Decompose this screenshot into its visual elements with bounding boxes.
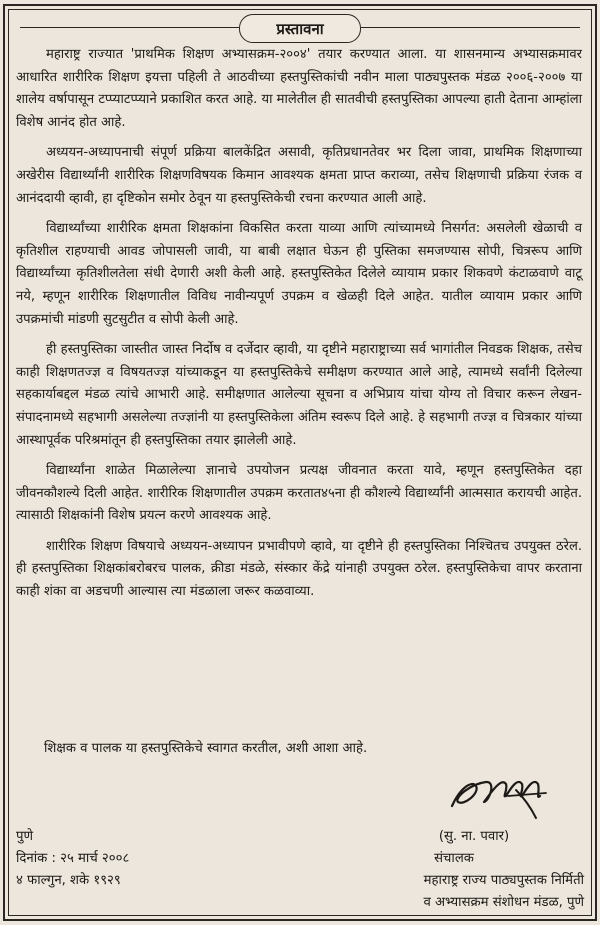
organization-line-2: व अभ्यासक्रम संशोधन मंडळ, पुणे	[423, 895, 584, 910]
handwritten-signature	[446, 766, 556, 820]
signatory-name: (सु. ना. पवार)	[438, 829, 510, 844]
organization-line-1: महाराष्ट्र राज्य पाठ्यपुस्तक निर्मिती	[423, 873, 584, 888]
place: पुणे	[16, 829, 34, 844]
paragraph-5: विद्यार्थ्यांना शाळेत मिळालेल्या ज्ञानाचे उपयोजन प्रत्यक्ष जीवनात करता यावे, म्हणून हस्तपुस्तिकेत दहा जीवनकौशल्ये दिली आहेत. शारीरिक शिक्षणातील उपक्रम करतात४५ना ही कौशल्ये विद्यार्थ्यांनी आत्मसात करायची आहेत. त्यासाठी शिक्षकांनी विशेष प्रयत्न करणे आवश्यक आहे.	[16, 463, 582, 524]
paragraph-1: महाराष्ट्र राज्यात 'प्राथमिक शिक्षण अभ्यासक्रम-२००४' तयार करण्यात आला. या शासनमान्य अभ्यासक्रमावर आधारित शारीरिक शिक्षण इयत्ता पहिली ते आठवीच्या हस्तपुस्तिकांची नवीन माला पाठ्यपुस्तक मंडळ २००६-२००७ या शालेय वर्षापासून टप्प्याटप्प्याने प्रकाशित करत आहे. या मालेतील ही सातवीची हस्तपुस्तिका आपल्या हाती देताना आम्हांला विशेष आनंद होत आहे.	[16, 47, 582, 130]
title-rule-left	[20, 27, 239, 28]
saka-date-line: ४ फाल्गुन, शके १९२९	[16, 873, 121, 888]
signatory-block	[324, 826, 584, 914]
closing-line: शिक्षक व पालक या हस्तपुस्तिकेचे स्वागत करतील, अशी आशा आहे.	[44, 741, 368, 756]
date-line: दिनांक : २५ मार्च २००८	[16, 851, 130, 866]
paragraph-3: विद्यार्थ्यांच्या शारीरिक क्षमता शिक्षकांना विकसित करता याव्या आणि त्यांच्यामध्ये निसर्गत: असलेली खेळाची व कृतिशील राहण्याची आवड जोपासली जावी, या बाबी लक्षात घेऊन ही पुस्तिका समजण्यास सोपी, चित्ररूप आणि विद्यार्थ्यांच्या कृतिशीलतेला संधी देणारी अशी केली आहे. हस्तपुस्तिकेत दिलेले व्यायाम प्रकार शिकवणे कंटाळवाणे वाटू नये, म्हणून शारीरिक शिक्षणातील विविध नावीन्यपूर्ण उपक्रम व खेळही दिले आहेत. यातील व्यायाम प्रकार आणि उपक्रमांची मांडणी सुटसुटीत व सोपी केली आहे.	[16, 221, 582, 327]
page-title: प्रस्तावना	[239, 14, 361, 43]
paragraph-2: अध्ययन-अध्यापनाची संपूर्ण प्रक्रिया बालकेंद्रित असावी, कृतिप्रधानतेवर भर दिला जावा, प्राथमिक शिक्षणाच्या अखेरीस विद्यार्थ्यांनी शारीरिक शिक्षणविषयक किमान आवश्यक क्षमता प्राप्त कराव्या, तसेच शिक्षणाची प्रक्रिया रंजक व आनंददायी व्हावी, हा दृष्टिकोन समोर ठेवून या हस्तपुस्तिकेची रचना करण्यात आली आहे.	[16, 145, 582, 206]
preface-body	[16, 44, 582, 612]
paragraph-4: ही हस्तपुस्तिका जास्तीत जास्त निर्दोष व दर्जेदार व्हावी, या दृष्टीने महाराष्ट्राच्या सर्व भागांतील निवडक शिक्षक, तसेच काही शिक्षणतज्ज्ञ व विषयतज्ज्ञ यांच्याकडून या हस्तपुस्तिकेचे समीक्षण करण्यात आले आहे, त्यामध्ये सर्वांनी दिलेल्या सहकार्याबद्दल मंडळ त्यांचे आभारी आहे. समीक्षणात आलेल्या सूचना व अभिप्राय यांचा योग्य तो विचार करून लेखन-संपादनामध्ये सहभागी असलेल्या तज्ज्ञांनी या हस्तपुस्तिकेला अंतिम स्वरूप दिले आहे. हे सहभागी तज्ज्ञ व चित्रकार यांच्या आस्थापूर्वक परिश्रमांतून ही हस्तपुस्तिका तयार झालेली आहे.	[16, 342, 582, 448]
title-rule-right	[361, 27, 580, 28]
place-date-block	[16, 826, 129, 892]
paragraph-6: शारीरिक शिक्षण विषयाचे अध्ययन-अध्यापन प्रभावीपणे व्हावे, या दृष्टीने ही हस्तपुस्तिका निश्चितच उपयुक्त ठरेल. ही हस्तपुस्तिका शिक्षकांबरोबरच पालक, क्रीडा मंडळे, संस्कार केंद्रे यांनाही उपयुक्त ठरेल. हस्तपुस्तिकेचा वापर करताना काही शंका वा अडचणी आल्यास त्या मंडळाला जरूर कळवाव्या.	[16, 538, 582, 600]
signatory-title: संचालक	[434, 851, 474, 866]
